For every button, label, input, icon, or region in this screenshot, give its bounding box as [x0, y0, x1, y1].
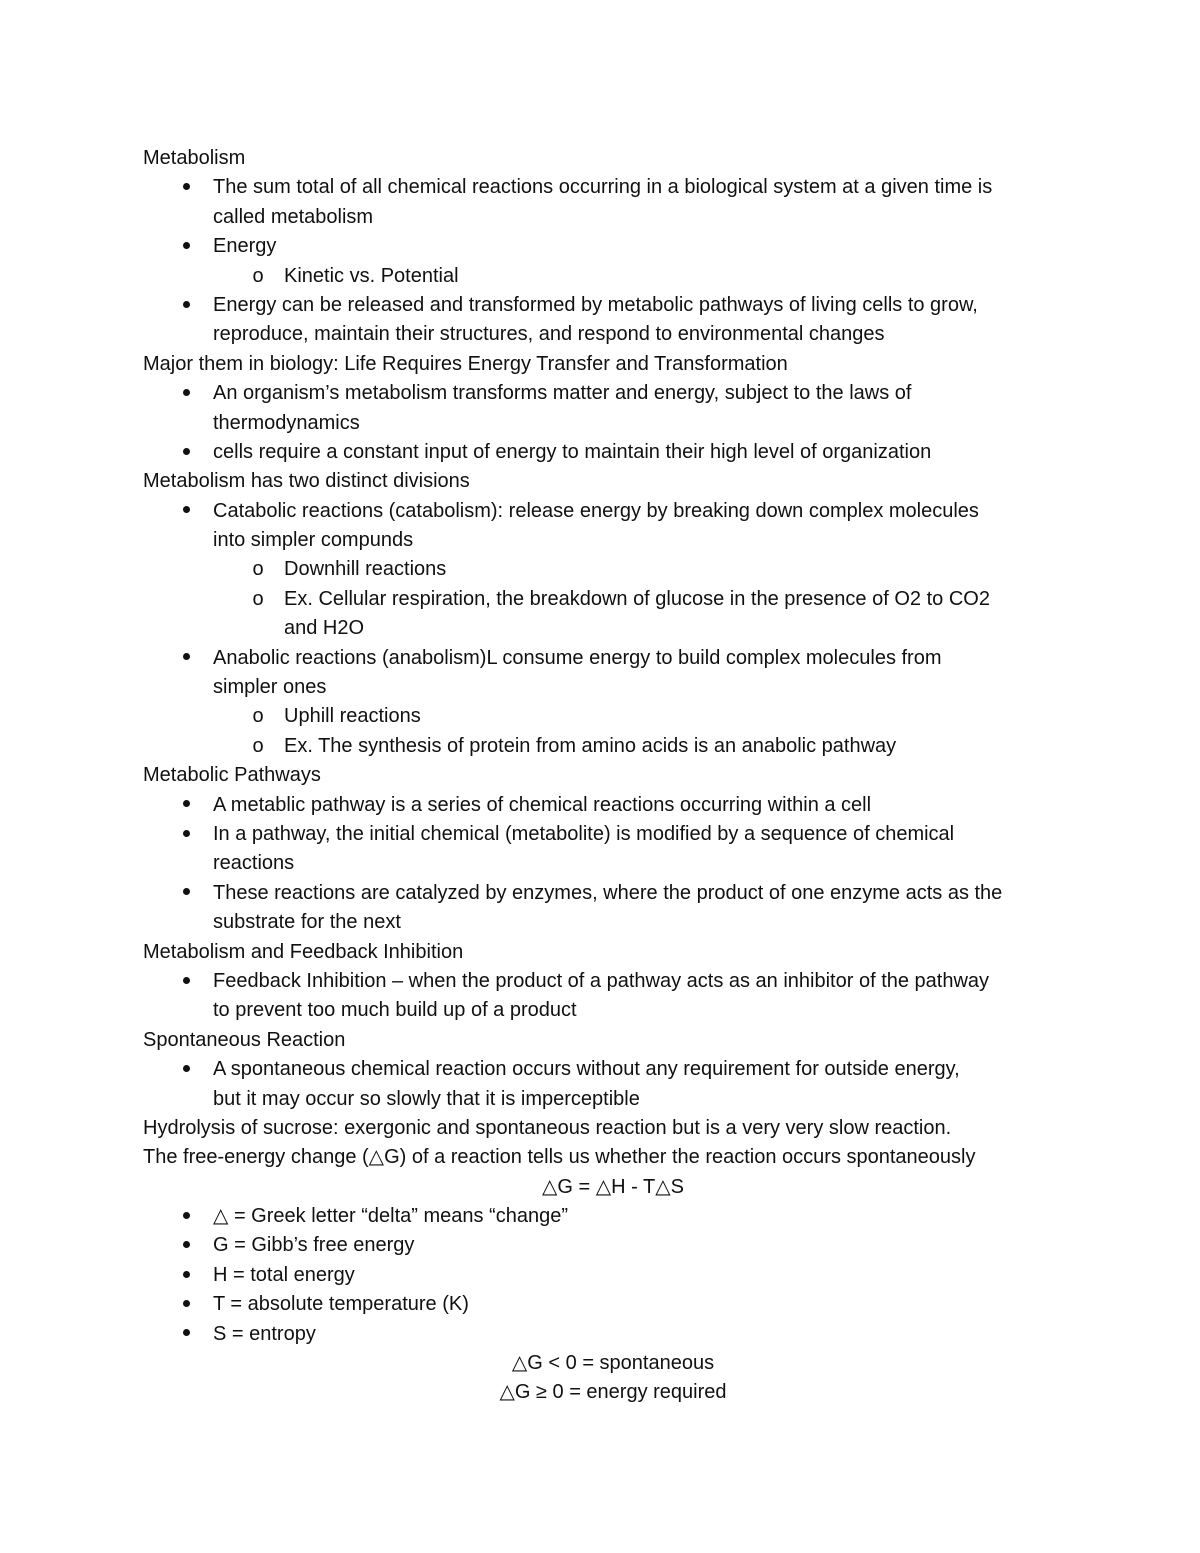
bullet-item — [143, 1261, 1083, 1290]
line-text: Energy — [213, 235, 277, 258]
bullet-marker — [176, 379, 196, 408]
bullet-marker — [176, 1202, 196, 1231]
bullet-marker — [176, 1320, 196, 1349]
bullet-marker — [176, 438, 196, 467]
bullet-item — [143, 791, 1083, 820]
notes-body — [143, 144, 1083, 1408]
line-text: Metabolism and Feedback Inhibition — [143, 940, 464, 963]
line-text: In a pathway, the initial chemical (metabolite) is modified by a sequence of chemical — [213, 822, 955, 845]
bullet-marker — [176, 232, 196, 261]
line-text: Metabolic Pathways — [143, 764, 321, 787]
section-heading — [143, 1114, 1083, 1143]
line-text: simpler ones — [213, 676, 327, 699]
bullet-marker — [176, 173, 196, 202]
line-text: reactions — [213, 852, 295, 875]
bullet-item — [143, 820, 1083, 849]
line-text: Ex. The synthesis of protein from amino acids is an anabolic pathway — [284, 734, 897, 757]
sub-bullet-marker — [247, 732, 269, 761]
line-text: T = absolute temperature (K) — [213, 1293, 469, 1316]
bullet-marker — [176, 879, 196, 908]
bullet-marker — [176, 1290, 196, 1319]
bullet-item-continuation — [143, 908, 1083, 937]
line-text: The sum total of all chemical reactions occurring in a biological system at a given time is — [213, 176, 993, 199]
bullet-marker — [176, 644, 196, 673]
line-text: △G < 0 = spontaneous — [511, 1352, 715, 1375]
bullet-item-continuation — [143, 203, 1083, 232]
bullet-item — [143, 1231, 1083, 1260]
bullet-item-continuation — [143, 849, 1083, 878]
line-text: Kinetic vs. Potential — [284, 264, 459, 287]
bullet-item — [143, 879, 1083, 908]
section-heading — [143, 144, 1083, 173]
bullet-marker — [176, 1261, 196, 1290]
line-text: thermodynamics — [213, 411, 360, 434]
sub-bullet-item — [143, 555, 1083, 584]
sub-bullet-item — [143, 732, 1083, 761]
sub-bullet-marker — [247, 702, 269, 731]
line-text: and H2O — [284, 617, 365, 640]
sub-bullet-item — [143, 585, 1083, 614]
bullet-marker — [176, 291, 196, 320]
sub-bullet-marker — [247, 585, 269, 614]
bullet-item-continuation — [143, 996, 1083, 1025]
line-text: called metabolism — [213, 205, 374, 228]
line-text: △G = △H - T△S — [542, 1175, 684, 1198]
line-text: H = total energy — [213, 1263, 355, 1286]
bullet-marker — [176, 1231, 196, 1260]
sub-bullet-item-continuation — [143, 614, 1083, 643]
section-heading — [143, 1143, 1083, 1172]
line-text: Major them in biology: Life Requires Energy Transfer and Transformation — [143, 352, 788, 375]
section-heading — [143, 1026, 1083, 1055]
line-text: reproduce, maintain their structures, and respond to environmental changes — [213, 323, 885, 346]
bullet-marker — [176, 967, 196, 996]
line-text: Uphill reactions — [284, 705, 421, 728]
line-text: Metabolism has two distinct divisions — [143, 470, 470, 493]
bullet-marker — [176, 820, 196, 849]
bullet-item — [143, 644, 1083, 673]
line-text: Feedback Inhibition – when the product of a pathway acts as an inhibitor of the pathway — [213, 969, 990, 992]
bullet-item — [143, 1055, 1083, 1084]
line-text: G = Gibb’s free energy — [213, 1234, 415, 1257]
bullet-marker — [176, 1055, 196, 1084]
section-heading — [143, 467, 1083, 496]
equation-line — [143, 1378, 1083, 1407]
bullet-item-continuation — [143, 673, 1083, 702]
line-text: Anabolic reactions (anabolism)L consume energy to build complex molecules from — [213, 646, 942, 669]
bullet-marker — [176, 791, 196, 820]
bullet-item — [143, 1202, 1083, 1231]
line-text: These reactions are catalyzed by enzymes, where the product of one enzyme acts as the — [213, 881, 1003, 904]
bullet-item — [143, 291, 1083, 320]
line-text: to prevent too much build up of a product — [213, 999, 577, 1022]
sub-bullet-marker — [247, 555, 269, 584]
line-text: A metablic pathway is a series of chemical reactions occurring within a cell — [213, 793, 872, 816]
sub-bullet-item — [143, 262, 1083, 291]
bullet-item — [143, 1320, 1083, 1349]
line-text: Energy can be released and transformed by metabolic pathways of living cells to grow, — [213, 293, 978, 316]
line-text: An organism’s metabolism transforms matter and energy, subject to the laws of — [213, 382, 912, 405]
line-text: Catabolic reactions (catabolism): release energy by breaking down complex molecules — [213, 499, 979, 522]
bullet-item — [143, 379, 1083, 408]
line-text: Hydrolysis of sucrose: exergonic and spontaneous reaction but is a very very slow reaction. — [143, 1116, 952, 1139]
line-text: S = entropy — [213, 1322, 316, 1345]
sub-bullet-marker — [247, 262, 269, 291]
bullet-item — [143, 1290, 1083, 1319]
line-text: cells require a constant input of energy to maintain their high level of organization — [213, 440, 932, 463]
line-text: Spontaneous Reaction — [143, 1028, 346, 1051]
bullet-item — [143, 967, 1083, 996]
section-heading — [143, 350, 1083, 379]
line-text: but it may occur so slowly that it is imperceptible — [213, 1087, 640, 1110]
bullet-item — [143, 497, 1083, 526]
bullet-item — [143, 232, 1083, 261]
line-text: Metabolism — [143, 147, 246, 169]
line-text: The free-energy change (△G) of a reaction tells us whether the reaction occurs spontaneously — [143, 1146, 976, 1169]
line-text: Downhill reactions — [284, 558, 447, 581]
line-text: △G ≥ 0 = energy required — [499, 1381, 727, 1404]
section-heading — [143, 761, 1083, 790]
bullet-item-continuation — [143, 320, 1083, 349]
equation-line — [143, 1173, 1083, 1202]
equation-line — [143, 1349, 1083, 1378]
line-text: into simpler compunds — [213, 529, 414, 552]
bullet-item-continuation — [143, 526, 1083, 555]
line-text: A spontaneous chemical reaction occurs without any requirement for outside energy, — [213, 1058, 960, 1081]
bullet-item-continuation — [143, 409, 1083, 438]
bullet-item-continuation — [143, 1085, 1083, 1114]
line-text: substrate for the next — [213, 911, 401, 934]
sub-bullet-item — [143, 702, 1083, 731]
line-text: Ex. Cellular respiration, the breakdown of glucose in the presence of O2 to CO2 — [284, 587, 990, 610]
line-text: △ = Greek letter “delta” means “change” — [213, 1205, 568, 1228]
bullet-item — [143, 173, 1083, 202]
bullet-marker — [176, 497, 196, 526]
bullet-item — [143, 438, 1083, 467]
section-heading — [143, 938, 1083, 967]
